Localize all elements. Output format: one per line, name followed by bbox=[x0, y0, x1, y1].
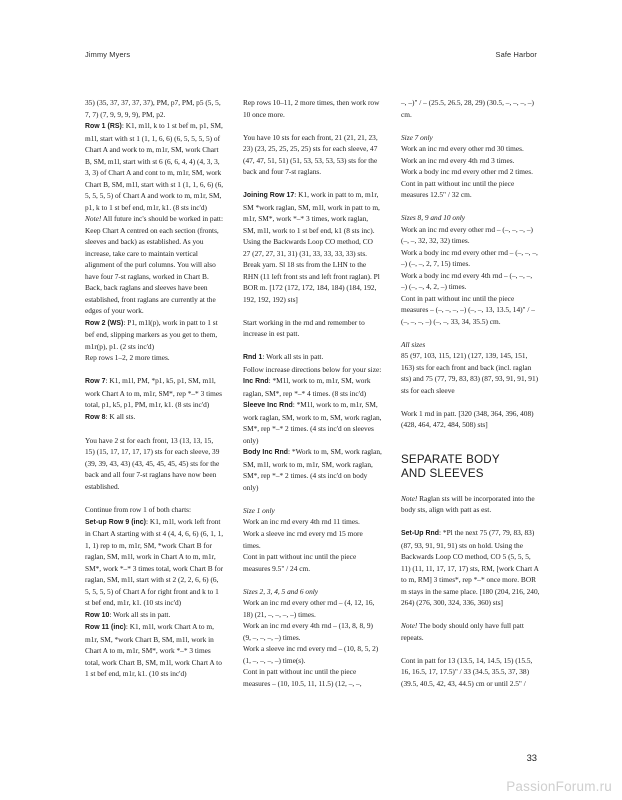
stitch-count-paragraph bbox=[243, 132, 382, 178]
rep-rows-text: Rep rows 10–11, 2 more times, then work row 10 once more. bbox=[243, 98, 380, 119]
rnd-1-text: : Work all sts in patt. bbox=[262, 352, 324, 362]
all-sizes-line-1-text: 85 (97, 103, 115, 121) (127, 139, 145, 151, 163) sts for each front and back (incl. raglan sts) and 75 (77, 79, 83, 83) (87, 93, 91, 91, 91) sts for each sleeve bbox=[401, 351, 539, 395]
row-11-label: Row 11 (inc) bbox=[85, 624, 126, 632]
all-sizes-line-2-text: Work 1 rnd in patt. [320 (348, 364, 396, 408) (428, 464, 472, 484, 508) sts] bbox=[401, 408, 534, 430]
sizes-2-6-line-4-text: Cont in patt without inc until the piece measures – (10, 10.5, 11, 11.5) (12, –, –, bbox=[243, 667, 362, 688]
stitch-count-paragraph bbox=[85, 435, 224, 493]
continued-measurement-text: –, –)" / – (25.5, 26.5, 28, 29) (30.5, –, –, –, –) cm. bbox=[401, 98, 534, 119]
start-in-round-paragraph bbox=[243, 317, 382, 340]
note-body-repeats bbox=[401, 620, 540, 643]
sizes-8-10-line-3 bbox=[401, 270, 540, 293]
note-1 bbox=[85, 213, 224, 317]
row-8-label: Row 8 bbox=[85, 413, 106, 421]
sizes-2-6-line-1 bbox=[243, 597, 382, 620]
row-2-label: Row 2 (WS) bbox=[85, 319, 124, 327]
sleeve-inc-rnd-text: : *M1l, work to m, m1r, SM, work raglan, SM, work to m, SM, work raglan, SM*, rep *–* 2 times. (4 sts inc'd on sleeves only) bbox=[243, 400, 382, 445]
size-1-heading bbox=[243, 505, 382, 517]
size-1-line-2-text: Work a sleeve inc rnd every rnd 15 more times. bbox=[243, 529, 363, 550]
sleeve-inc-rnd-instruction bbox=[243, 399, 382, 446]
size-7-line-2 bbox=[401, 155, 540, 167]
size-7-line-4 bbox=[401, 178, 540, 201]
row-2-instruction bbox=[85, 317, 224, 353]
size-1-heading-text: Size 1 only bbox=[243, 505, 275, 515]
text-columns bbox=[85, 97, 540, 745]
size-1-line-2 bbox=[243, 528, 382, 551]
note-raglan-label: Note! bbox=[401, 493, 418, 503]
sizes-2-6-line-4 bbox=[243, 666, 382, 689]
size-7-line-1-text: Work an inc rnd every other rnd 30 times. bbox=[401, 144, 524, 154]
paragraph-text: 35) (35, 37, 37, 37, 37), PM, p7, PM, p5 (5, 5, 7, 7) (7, 9, 9, 9, 9), PM, p2. bbox=[85, 98, 221, 119]
setup-row-9-instruction bbox=[85, 516, 224, 609]
sizes-8-10-line-2 bbox=[401, 247, 540, 270]
row-2-text: : P1, m1l(p), work in patt to 1 st bef end, slipping markers as you get to them, m1r(p), p1. (2 sts inc'd) bbox=[85, 317, 218, 351]
row-11-instruction bbox=[85, 621, 224, 680]
row-10-instruction bbox=[85, 609, 224, 622]
sleeve-inc-rnd-label: Sleeve Inc Rnd bbox=[243, 402, 293, 410]
joining-row-17-text: : K1, work in patt to m, m1r, SM *work raglan, SM, m1l, work in patt to m, m1r, SM*, work *–* 3 times, work raglan, SM, m1l, work to 1 st bef end, k1 (8 sts inc). Using the Backwards Loop CO method, CO 27 (27, 27, 31, 31) (31, 33, 33, 33, 33) sts. Break yarn. Sl 18 sts from the LHN to the RHN (11 left front sts and left front raglan). Pl BOR m. [172 (172, 172, 184, 184) (184, 192, 192, 192, 192) sts] bbox=[243, 190, 380, 304]
sizes-8-10-line-1 bbox=[401, 224, 540, 247]
sizes-2-6-line-2-text: Work an inc rnd every 4th rnd – (13, 8, 8, 9) (9, –, –, –, –) times. bbox=[243, 621, 373, 642]
rep-rows-paragraph bbox=[243, 97, 382, 120]
set-up-rnd-text: : *Pl the next 75 (77, 79, 83, 83) (87, 93, 91, 91, 91) sts on hold. Using the Backwards Loop CO method, CO 5 (5, 5, 5, 11) (11, 11, 17, 17, 17) sts, RM, [work Chart A to m, RM] 3 times*, rep *–* once more. BOR m stays in the same place. [180 (204, 216, 240, 264) (276, 300, 324, 336, 360) sts] bbox=[401, 528, 540, 608]
column-3 bbox=[401, 97, 540, 745]
row-8-instruction bbox=[85, 411, 224, 424]
rep-rows-line bbox=[85, 352, 224, 364]
size-1-line-3-text: Cont in patt without inc until the piece measures 9.5" / 24 cm. bbox=[243, 552, 357, 573]
row-7-instruction bbox=[85, 375, 224, 411]
joining-row-17-instruction bbox=[243, 189, 382, 305]
size-7-line-3-text: Work a body inc rnd every other rnd 2 times. bbox=[401, 167, 533, 177]
size-7-heading-text: Size 7 only bbox=[401, 132, 433, 142]
all-sizes-heading-text: All sizes bbox=[401, 339, 426, 349]
rep-rows-text: Rep rows 1–2, 2 more times. bbox=[85, 353, 170, 363]
note-body-repeats-text: The body should only have full patt repeats. bbox=[401, 621, 524, 642]
start-in-round-text: Start working in the rnd and remember to increase in est patt. bbox=[243, 317, 365, 339]
rnd-1-instruction bbox=[243, 351, 382, 364]
size-7-line-2-text: Work an inc rnd every 4th rnd 3 times. bbox=[401, 155, 515, 165]
all-sizes-line-2 bbox=[401, 408, 540, 431]
row-7-label: Row 7 bbox=[85, 378, 106, 386]
sizes-2-6-line-1-text: Work an inc rnd every other rnd – (4, 12, 16, 18) (21, –, –, –, –) times. bbox=[243, 598, 375, 619]
sizes-2-6-line-3 bbox=[243, 643, 382, 666]
sizes-8-10-line-4-text: Cont in patt without inc until the piece measures – (–, –, –, –) (–, –, 13, 13.5, 14)" / – (–, –, –, –) (–, –, 33, 34, 35.5) cm. bbox=[401, 293, 535, 326]
follow-directions-text: Follow increase directions below for your size: bbox=[243, 364, 382, 374]
continue-text: Continue from row 1 of both charts: bbox=[85, 505, 192, 514]
body-inc-rnd-label: Body Inc Rnd bbox=[243, 449, 289, 457]
sizes-8-10-line-4 bbox=[401, 293, 540, 328]
size-7-line-3 bbox=[401, 166, 540, 178]
set-up-rnd-instruction bbox=[401, 527, 540, 609]
inc-rnd-label: Inc Rnd bbox=[243, 378, 269, 386]
size-7-line-4-text: Cont in patt without inc until the piece measures 12.5" / 32 cm. bbox=[401, 178, 515, 200]
running-head bbox=[85, 48, 537, 60]
row-10-label: Row 10 bbox=[85, 611, 110, 619]
row-1-instruction bbox=[85, 120, 224, 213]
continued-measurement-paragraph bbox=[401, 97, 540, 120]
running-head-title: Safe Harbor bbox=[495, 49, 537, 59]
note-raglan-text: Raglan sts will be incorporated into the body sts, align with patt as est. bbox=[401, 493, 535, 515]
follow-directions-paragraph bbox=[243, 364, 382, 376]
row-8-text: : K all sts. bbox=[105, 411, 136, 421]
set-up-rnd-label: Set-Up Rnd bbox=[401, 530, 440, 538]
sizes-2-6-heading-text: Sizes 2, 3, 4, 5 and 6 only bbox=[243, 586, 319, 596]
rnd-1-label: Rnd 1 bbox=[243, 354, 263, 362]
sizes-8-10-heading-text: Sizes 8, 9 and 10 only bbox=[401, 213, 466, 223]
column-1 bbox=[85, 97, 224, 745]
separate-body-sleeves-section bbox=[401, 453, 540, 482]
running-head-author: Jimmy Myers bbox=[85, 49, 131, 59]
note-1-text: All future inc's should be worked in patt: Keep Chart A centred on each section (fronts, sleeves and back) as established. As you increase, take care to maintain vertical alignment of the purl columns. You will also have four 7-st raglans, worked in Chart B. Back, back raglans and sleeves have been established, front raglans are currently at the edges of your work. bbox=[85, 214, 223, 316]
sizes-8-10-heading bbox=[401, 212, 540, 224]
size-1-line-1-text: Work an inc rnd every 4th rnd 11 times. bbox=[243, 517, 360, 527]
row-7-text: : K1, m1l, PM, *p1, k5, p1, SM, m1l, work Chart A to m, m1r, SM*, rep *–* 3 times total, p1, k5, p1, PM, m1r, k1. (8 sts inc'd) bbox=[85, 376, 222, 410]
watermark: PassionForum.ru bbox=[506, 779, 612, 794]
note-raglan bbox=[401, 493, 540, 516]
column-2 bbox=[243, 97, 382, 745]
all-sizes-line-1 bbox=[401, 350, 540, 396]
stitch-count-text: You have 2 st for each front, 13 (13, 13, 15, 15) (15, 17, 17, 17, 17) sts for each sleeve, 39 (39, 39, 43, 43) (43, 45, 45, 45, 45) sts for the back and all four 7-st raglans have now been established. bbox=[85, 435, 220, 491]
sizes-2-6-line-2 bbox=[243, 620, 382, 643]
body-inc-rnd-text: : *Work to m, SM, work raglan, SM, m1l, work to m, m1r, SM, work raglan, SM*, rep *–* 2 times. (4 sts inc'd on body only) bbox=[243, 447, 382, 492]
sizes-8-10-line-3-text: Work a body inc rnd every 4th rnd – (–, –, –, –) (–, –, 4, 2, –) times. bbox=[401, 270, 533, 292]
body-inc-rnd-instruction bbox=[243, 446, 382, 493]
setup-row-9-text: : K1, m1l, work left front in Chart A starting with st 4 (4, 4, 6, 6) (6, 1, 1, 1, 1) rep to m, m1r, SM, *work Chart B for raglan, SM, m1l, work in Chart A to m, m1r, SM*, work *–* 3 times total, work Chart B for raglan, SM, m1l, start with st 2 (2, 2, 6, 6) (6, 5, 5, 5, 5) of Chart A for right front and k to 1 st bef end, m1r, k1. (10 sts inc'd) bbox=[85, 516, 224, 608]
sizes-2-6-heading bbox=[243, 586, 382, 598]
continue-paragraph bbox=[85, 504, 224, 516]
note-body-repeats-label: Note! bbox=[401, 621, 418, 631]
size-7-line-1 bbox=[401, 143, 540, 155]
all-sizes-heading bbox=[401, 339, 540, 351]
inc-rnd-instruction bbox=[243, 375, 382, 399]
size-1-line-1 bbox=[243, 516, 382, 528]
row-1-text: : K1, m1l, k to 1 st bef m, p1, SM, m1l, start with st 1 (1, 1, 6, 6) (6, 5, 5, 5, 5) of Chart A and work to m, m1r, SM, work Chart B, SM, m1l, start with st 6 (6, 6, 4, 4) (4, 3, 3, 3, 3) of Chart A and cont to m, m1r, SM, work Chart B, SM, m1l, start with st 1 (1, 1, 6, 6) (6, 5, 5, 5, 5) of Chart A and work to m, m1r, SM, p1, k to 1 st bef end, m1r, k1. (8 sts inc'd) bbox=[85, 121, 224, 212]
sizes-2-6-line-3-text: Work a sleeve inc rnd every rnd – (10, 8, 5, 2) (1, –, –, –, –) time(s). bbox=[243, 644, 379, 665]
row-1-label: Row 1 (RS) bbox=[85, 123, 122, 131]
sizes-8-10-line-2-text: Work a body inc rnd every other rnd – (–, –, –, –) (–, –, 2, 7, 15) times. bbox=[401, 247, 538, 269]
section-heading-line-1: SEPARATE BODY bbox=[401, 452, 500, 466]
size-1-line-3 bbox=[243, 551, 382, 574]
cont-in-patt-paragraph bbox=[401, 655, 540, 690]
cont-in-patt-text: Cont in patt for 13 (13.5, 14, 14.5, 15) (15.5, 16, 16.5, 17, 17.5)" / 33 (34.5, 35.5, 37, 38) (39.5, 40.5, 42, 43, 44.5) cm or until 2.5" / bbox=[401, 655, 533, 688]
sizes-8-10-line-1-text: Work an inc rnd every other rnd – (–, –, –, –) (–, –, 32, 32, 32) times. bbox=[401, 224, 533, 246]
note-1-label: Note! bbox=[85, 214, 102, 224]
row-11-text: : K1, m1l, work Chart A to m, m1r, SM, *work Chart B, SM, m1l, work in Chart A to m, m1r, SM*, work *–* 3 times total, work Chart B, SM, m1l, work Chart A to 1 st bef end, m1r, k1. (10 sts inc'd) bbox=[85, 622, 222, 679]
inc-rnd-text: : *M1l, work to m, m1r, SM, work raglan, SM*, rep *–* 4 times. (8 sts inc'd) bbox=[243, 376, 371, 398]
page-number: 33 bbox=[526, 752, 537, 763]
section-heading-line-2: AND SLEEVES bbox=[401, 467, 484, 481]
row-10-text: : Work all sts in patt. bbox=[109, 609, 171, 619]
size-7-heading bbox=[401, 132, 540, 144]
paragraph bbox=[85, 97, 224, 120]
setup-row-9-label: Set-up Row 9 (inc) bbox=[85, 518, 147, 526]
stitch-count-text: You have 10 sts for each front, 21 (21, 21, 23, 23) (23, 25, 25, 25, 25) sts for each sleeve, 47 (47, 47, 51, 51) (51, 53, 53, 53, 53) sts for the back and four 7-st raglans. bbox=[243, 132, 378, 177]
joining-row-17-label: Joining Row 17 bbox=[243, 192, 295, 200]
